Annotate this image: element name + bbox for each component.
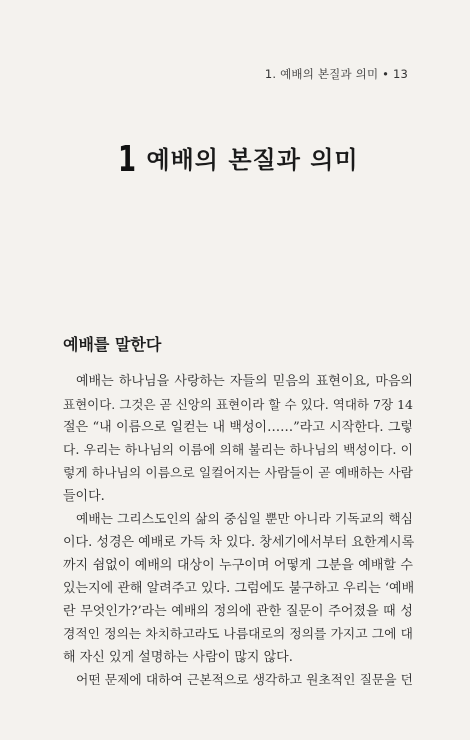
running-header: 1. 예배의 본질과 의미 • 13 bbox=[264, 67, 408, 81]
chapter-title bbox=[0, 139, 470, 180]
text-line: 다. 우리는 하나님의 이름에 의해 불리는 하나님의 백성이다. 이 bbox=[63, 443, 413, 458]
text-line: 들이다. bbox=[63, 489, 105, 504]
paragraph-1 bbox=[63, 370, 413, 508]
chapter-number: 1 bbox=[118, 139, 137, 180]
text-line: 표현이다. 그것은 곧 신앙의 표현이라 할 수 있다. 역대하 7장 14 bbox=[63, 397, 413, 412]
section-heading: 예배를 말한다 bbox=[63, 335, 162, 354]
body-text bbox=[63, 370, 413, 692]
text-line: 예배는 하나님을 사랑하는 자들의 믿음의 표현이요, 마음의 bbox=[76, 374, 413, 389]
text-line: 어떤 문제에 대하여 근본적으로 생각하고 원초적인 질문을 던 bbox=[76, 673, 413, 688]
text-line: 까지 쉼없이 예배의 대상이 누구이며 어떻게 그분을 예배할 수 bbox=[63, 558, 413, 573]
text-line: 경적인 정의는 차치하고라도 나름대로의 정의를 가지고 그에 대 bbox=[63, 627, 413, 642]
text-line: 절은 “내 이름으로 일컫는 내 백성이……”라고 시작한다. 그렇 bbox=[63, 420, 413, 435]
chapter-title-text: 예배의 본질과 의미 bbox=[146, 146, 359, 174]
paragraph-2 bbox=[63, 508, 413, 669]
text-line: 렇게 하나님의 이름으로 일컬어지는 사람들이 곧 예배하는 사람 bbox=[63, 466, 413, 481]
text-line: 해 자신 있게 설명하는 사람이 많지 않다. bbox=[63, 650, 293, 665]
text-line: 있는지에 관해 알려주고 있다. 그럼에도 불구하고 우리는 ‘예배 bbox=[63, 581, 415, 596]
text-line: 예배는 그리스도인의 삶의 중심일 뿐만 아니라 기독교의 핵심 bbox=[76, 512, 413, 527]
text-line: 란 무엇인가?’라는 예배의 정의에 관한 질문이 주어졌을 때 성 bbox=[63, 604, 413, 619]
text-line: 이다. 성경은 예배로 가득 차 있다. 창세기에서부터 요한계시록 bbox=[63, 535, 415, 550]
paragraph-3 bbox=[63, 669, 413, 692]
